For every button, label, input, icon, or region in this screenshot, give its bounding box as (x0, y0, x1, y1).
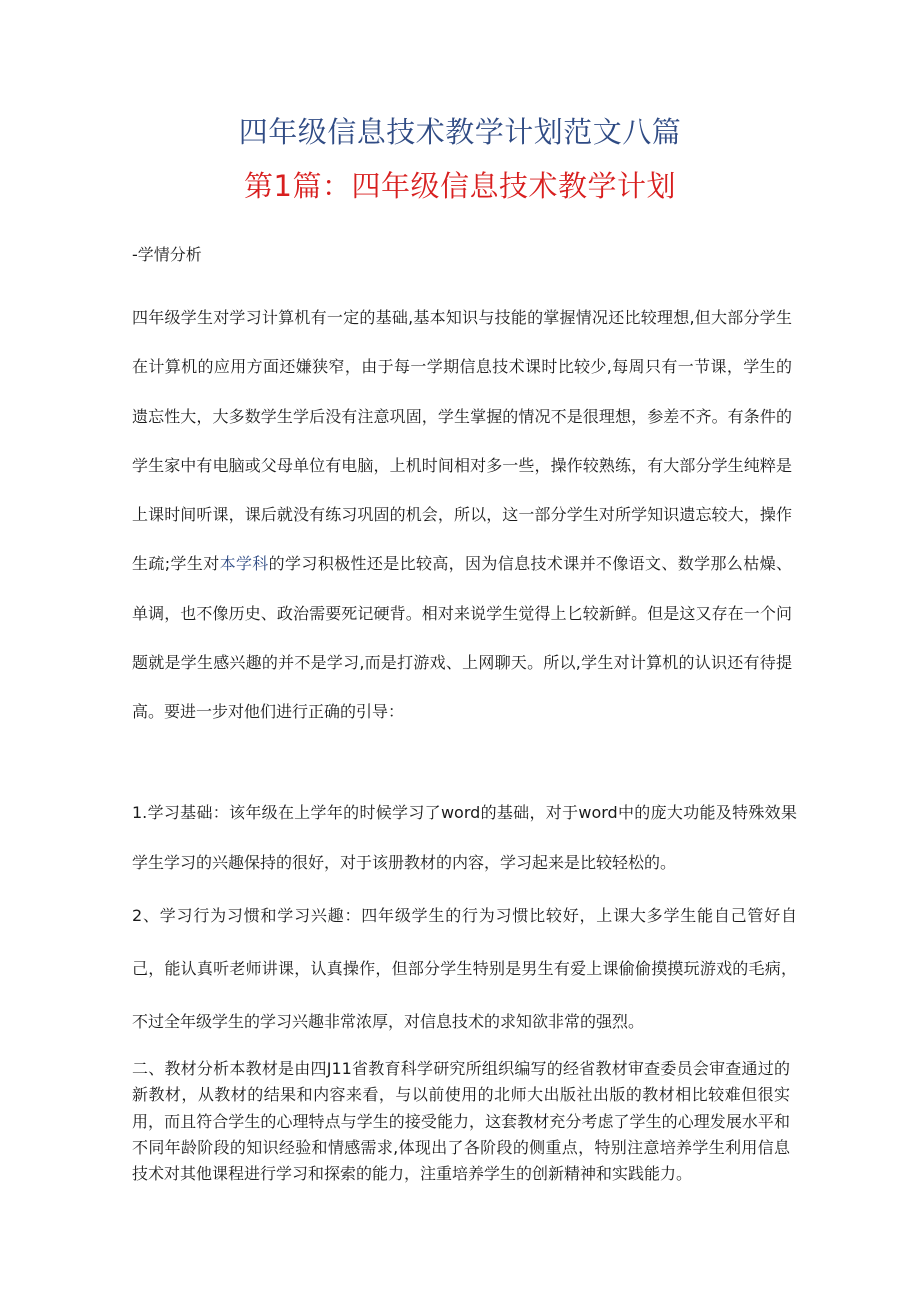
paragraph-text-end: 的学习积极性还是比较高，因为信息技术课并不像语文、数学那么枯燥、单调，也不像历史、政治需要死记硬背。相对来说学生觉得上匕较新鲜。但是这又存在一个问题就是学生感兴趣的并不是学习,而是打游戏、上网聊天。所以,学生对计算机的认识还有待提高。要进一步对他们进行正确的引导： (132, 554, 792, 722)
paragraph-learning-analysis (132, 293, 792, 737)
list-item-learning-habits: 2、学习行为习惯和学习兴趣：四年级学生的行为习惯比较好，上课大多学生能自己管好自己，能认真听老师讲课，认真操作，但部分学生特别是男生有爱上课偷偷摸摸玩游戏的毛病，不过全年级学生的学习兴趣非常浓厚，对信息技术的求知欲非常的强烈。 (132, 906, 797, 1031)
paragraph-textbook-analysis: 二、教材分析本教材是由四J11省教育科学研究所组织编写的经省教材审查委员会审查通过的新教材，从教材的结果和内容来看，与以前使用的北师大出版社出版的教材相比较难但很实用，而且符合学生的心理特点与学生的接受能力，这套教材充分考虑了学生的心理发展水平和不同年龄阶段的知识经验和情感需求,体现出了各阶段的侧重点，特别注意培养学生利用信息技术对其他课程进行学习和探索的能力，注重培养学生的创新精神和实践能力。 (132, 1059, 790, 1184)
paragraph-text-start: 四年级学生对学习计算机有一定的基础,基本知识与技能的掌握情况还比较理想,但大部分学生在计算机的应用方面还嫌狭窄，由于每一学期信息技术课时比较少,每周只有一节课，学生的遗忘性大，大多数学生学后没有注意巩固，学生掌握的情况不是很理想，参差不齐。有条件的学生家中有电脑或父母单位有电脑，上机时间相对多一些，操作较熟练，有大部分学生纯粹是上课时间听课，课后就没有练习巩固的机会，所以，这一部分学生对所学知识遗忘较大，操作生疏;学生对 (132, 308, 792, 574)
list-item-learning-foundation: 1.学习基础：该年级在上学年的时候学习了word的基础，对于word中的庞大功能及特殊效果学生学习的兴趣保持的很好，对于该册教材的内容，学习起来是比较轻松的。 (132, 803, 797, 872)
subject-link[interactable]: 本学科 (219, 554, 269, 574)
section-heading-learning-analysis: -学情分析 (132, 245, 202, 264)
article-subtitle: 第1篇：四年级信息技术教学计划 (244, 169, 676, 203)
page-title: 四年级信息技术教学计划范文八篇 (238, 115, 682, 149)
